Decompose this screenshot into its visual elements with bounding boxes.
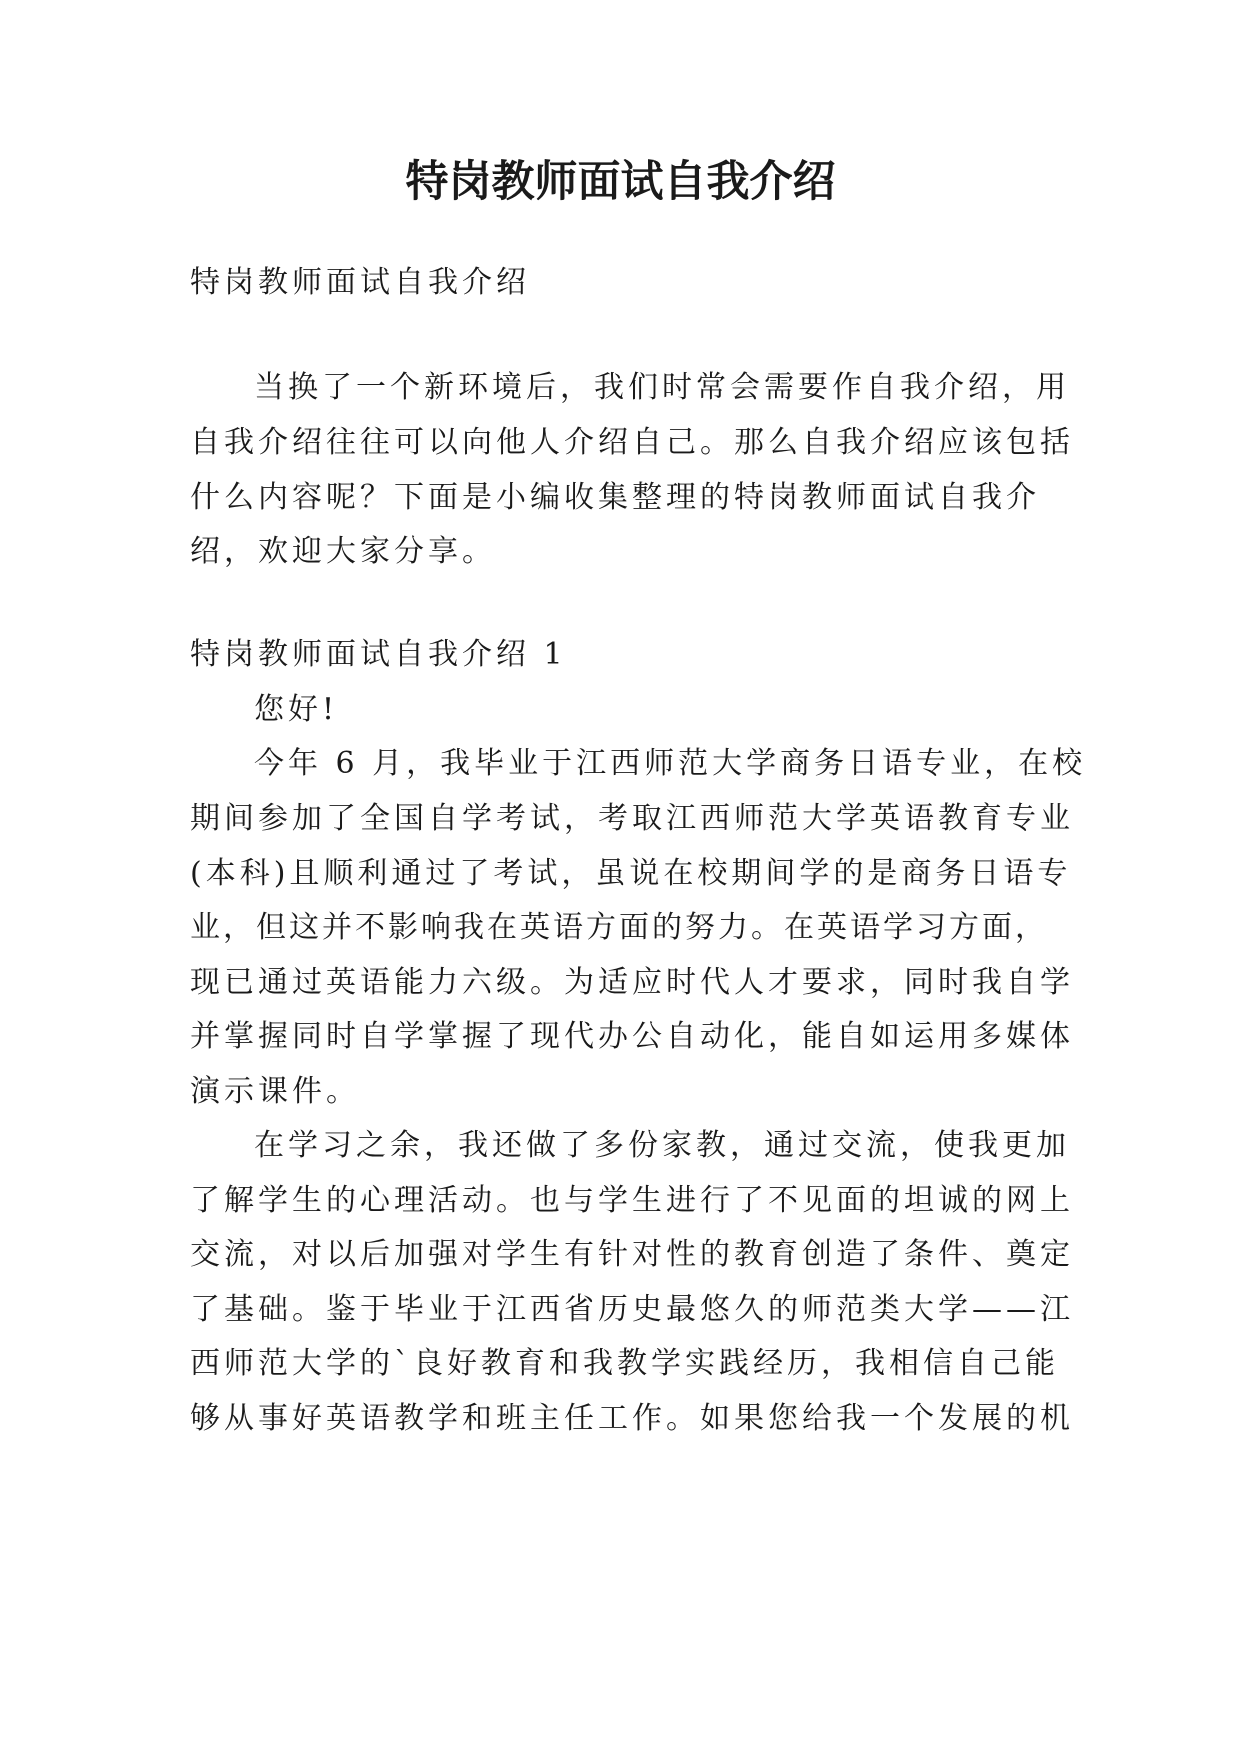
greeting-line: 您好! xyxy=(254,692,339,727)
paragraph-line: 当换了一个新环境后，我们时常会需要作自我介绍，用 xyxy=(254,370,1070,405)
document-title: 特岗教师面试自我介绍 xyxy=(405,157,836,207)
paragraph-line: 了解学生的心理活动。也与学生进行了不见面的坦诚的网上 xyxy=(190,1183,1074,1218)
paragraph-line: (本科)且顺利通过了考试，虽说在校期间学的是商务日语专 xyxy=(190,856,1072,891)
paragraph-line: 西师范大学的`良好教育和我教学实践经历，我相信自己能 xyxy=(190,1346,1059,1381)
paragraph-line: 并掌握同时自学掌握了现代办公自动化，能自如运用多媒体 xyxy=(190,1019,1074,1054)
paragraph-line: 在学习之余，我还做了多份家教，通过交流，使我更加 xyxy=(254,1128,1070,1163)
paragraph-line: 什么内容呢？下面是小编收集整理的特岗教师面试自我介 xyxy=(190,480,1040,515)
paragraph-line: 期间参加了全国自学考试，考取江西师范大学英语教育专业 xyxy=(190,801,1074,836)
paragraph-line: 今年 6 月，我毕业于江西师范大学商务日语专业，在校 xyxy=(254,746,1087,781)
paragraph-line: 现已通过英语能力六级。为适应时代人才要求，同时我自学 xyxy=(190,965,1074,1000)
section-heading: 特岗教师面试自我介绍 1 xyxy=(190,637,567,672)
paragraph-line: 业，但这并不影响我在英语方面的努力。在英语学习方面， xyxy=(190,910,1048,945)
paragraph-line: 绍，欢迎大家分享。 xyxy=(190,534,496,569)
paragraph-line: 演示课件。 xyxy=(190,1074,360,1109)
document-subtitle: 特岗教师面试自我介绍 xyxy=(190,265,530,300)
paragraph-line: 了基础。鉴于毕业于江西省历史最悠久的师范类大学——江 xyxy=(190,1292,1074,1327)
paragraph-line: 自我介绍往往可以向他人介绍自己。那么自我介绍应该包括 xyxy=(190,425,1074,460)
paragraph-line: 够从事好英语教学和班主任工作。如果您给我一个发展的机 xyxy=(190,1401,1074,1436)
paragraph-line: 交流，对以后加强对学生有针对性的教育创造了条件、奠定 xyxy=(190,1237,1074,1272)
